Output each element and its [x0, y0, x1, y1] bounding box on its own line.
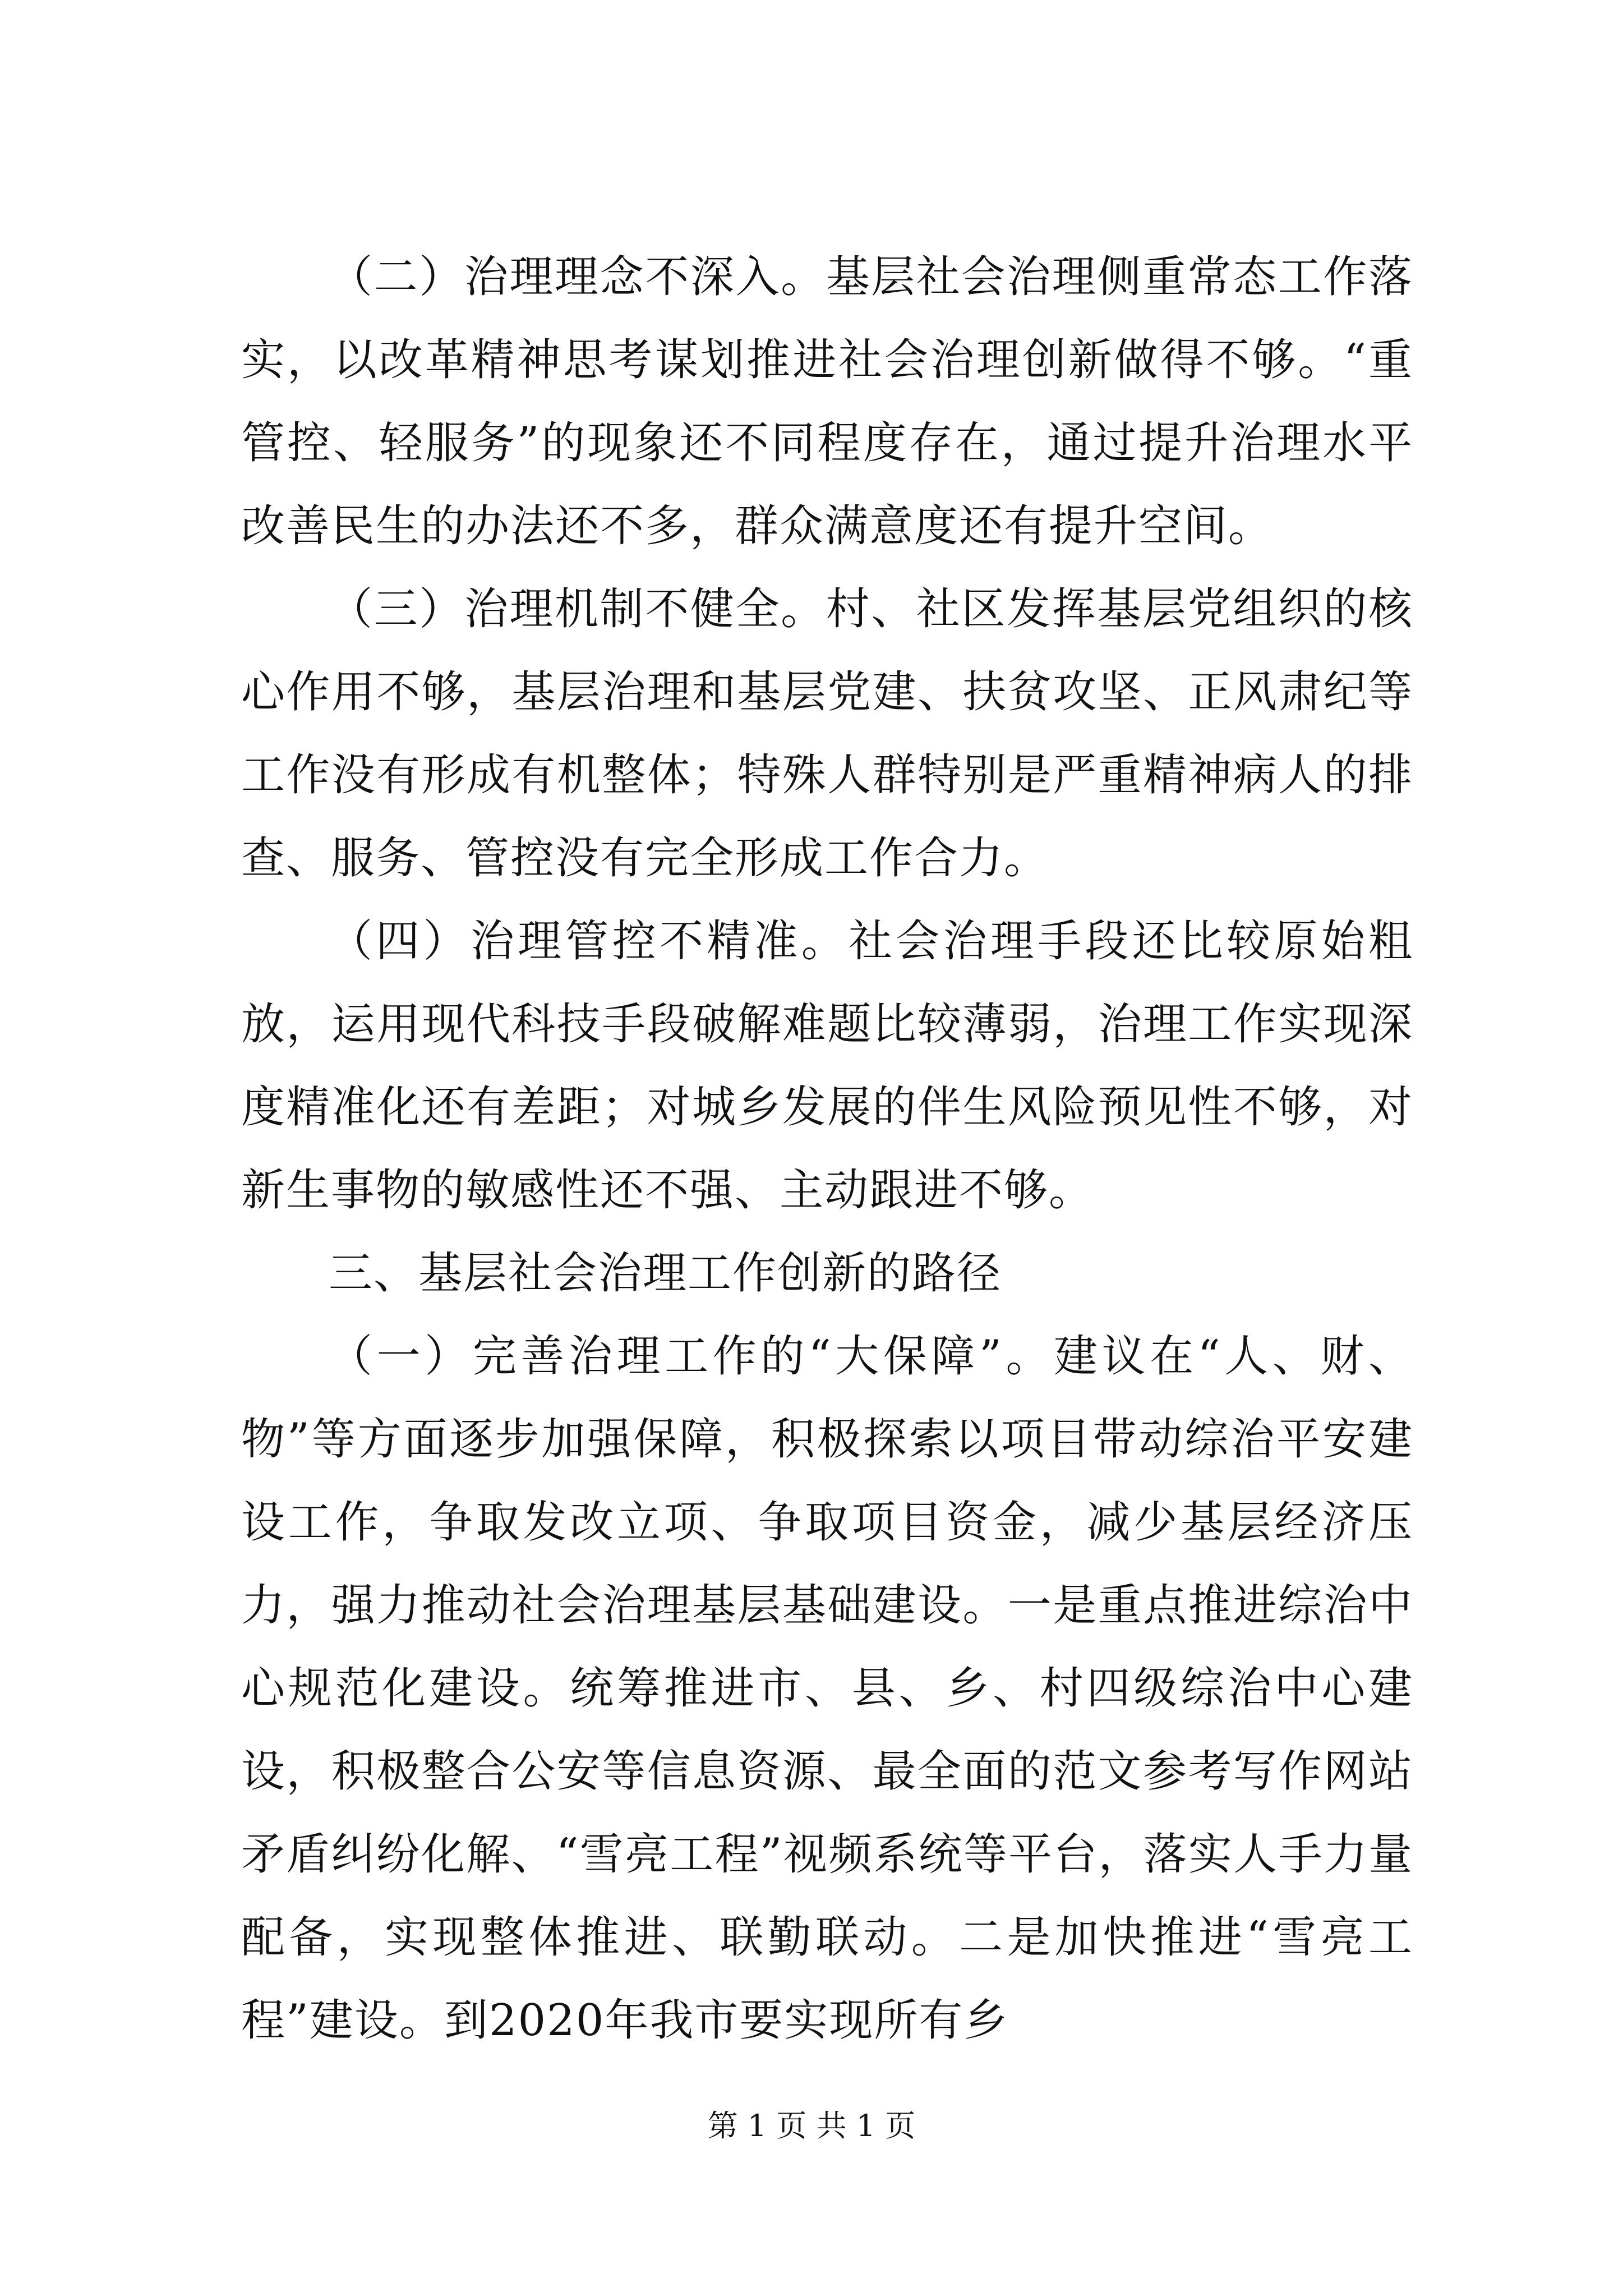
paragraph-governance-mechanism: （三）治理机制不健全。村、社区发挥基层党组织的核心作用不够，基层治理和基层党建、扶贫攻坚、正风肃纪等工作没有形成有机整体；特殊人群特别是严重精神病人的排查、服务、管控没有完全形成工作合力。 — [241, 584, 1413, 884]
section-heading-innovation-path: 三、基层社会治理工作创新的路径 — [329, 1248, 1002, 1299]
document-body — [241, 236, 1413, 2062]
paragraph-governance-guarantee: （一）完善治理工作的“大保障”。建议在“人、财、物”等方面逐步加强保障，积极探索以项目带动综治平安建设工作，争取发改立项、争取项目资金，减少基层经济压力，强力推动社会治理基层基础建设。一是重点推进综治中心规范化建设。统筹推进市、县、乡、村四级综治中心建设，积极整合公安等信息资源、最全面的范文参考写作网站矛盾纠纷化解、“雪亮工程”视频系统等平台，落实人手力量配备，实现整体推进、联勤联动。二是加快推进“雪亮工程”建设。到2020年我市要实现所有乡 — [241, 1331, 1413, 2046]
paragraph-governance-control: （四）治理管控不精准。社会治理手段还比较原始粗放，运用现代科技手段破解难题比较薄弱，治理工作实现深度精准化还有差距；对城乡发展的伴生风险预见性不够，对新生事物的敏感性还不强、主动跟进不够。 — [241, 916, 1413, 1216]
paragraph-governance-concept: （二）治理理念不深入。基层社会治理侧重常态工作落实，以改革精神思考谋划推进社会治理创新做得不够。“重管控、轻服务”的现象还不同程度存在，通过提升治理水平改善民生的办法还不多，群众满意度还有提升空间。 — [241, 252, 1413, 551]
page-footer: 第 1 页 共 1 页 — [707, 2108, 916, 2143]
